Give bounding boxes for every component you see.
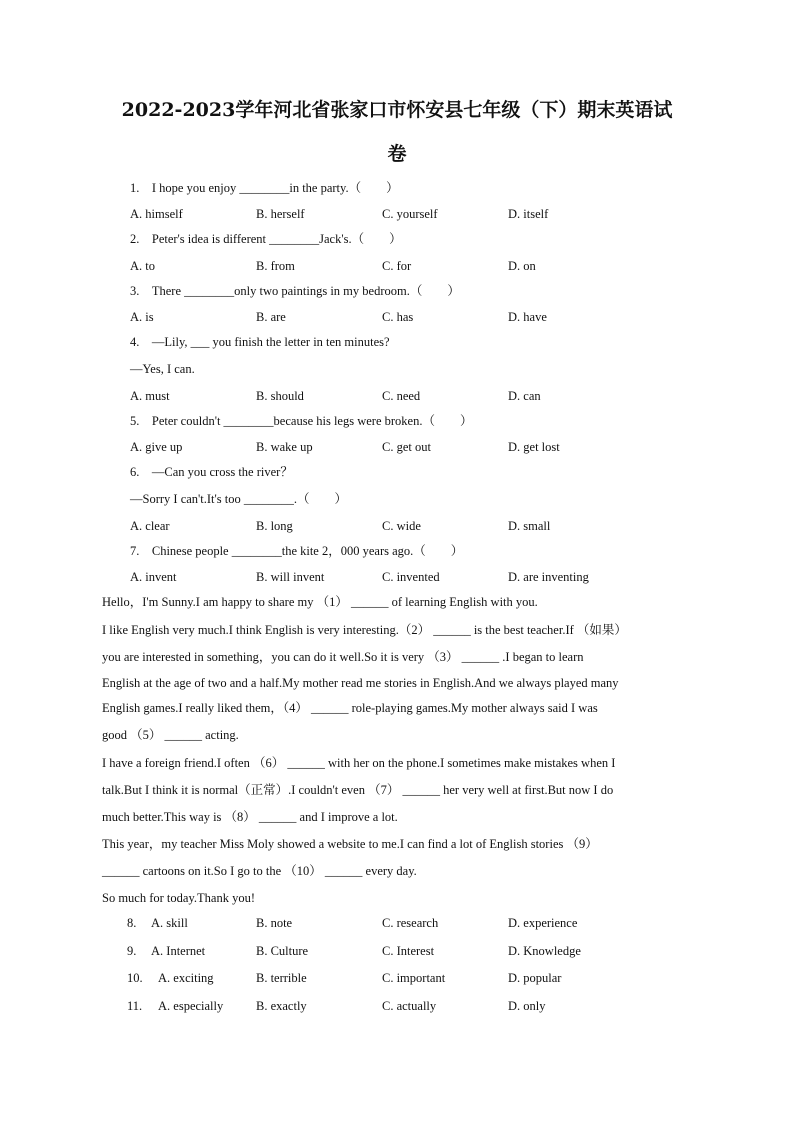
passage-line: So much for today.Thank you! bbox=[102, 891, 255, 905]
option-c: C. yourself bbox=[382, 207, 438, 221]
question-6-stem-reply: —Sorry I can't.It's too ________.（ ） bbox=[130, 492, 347, 506]
answer-number: 9. bbox=[127, 944, 137, 958]
option-b: B. long bbox=[256, 519, 293, 533]
question-5-stem: 5. Peter couldn't ________because his legs were broken.（ ） bbox=[130, 414, 473, 428]
option-a: A. to bbox=[130, 259, 155, 273]
passage-line: I like English very much.I think English is very interesting.（2） ______ is the best teacher.If （如果） bbox=[102, 623, 627, 637]
option-c: C. important bbox=[382, 971, 446, 985]
question-7-stem: 7. Chinese people ________the kite 2，000 years ago.（ ） bbox=[130, 544, 464, 558]
option-c: C. need bbox=[382, 389, 421, 403]
question-2-stem: 2. Peter's idea is different ________Jack's.（ ） bbox=[130, 232, 402, 246]
option-a: A. invent bbox=[130, 570, 177, 584]
option-a: A. must bbox=[130, 389, 170, 403]
passage-line: Hello，I'm Sunny.I am happy to share my （1） ______ of learning English with you. bbox=[102, 595, 538, 609]
question-6-stem: 6. —Can you cross the river？ bbox=[130, 465, 293, 479]
option-a: A. Internet bbox=[151, 944, 206, 958]
option-a: A. especially bbox=[158, 999, 224, 1013]
option-b: B. should bbox=[256, 389, 304, 403]
option-b: B. from bbox=[256, 259, 295, 273]
passage-line: talk.But I think it is normal（正常）.I couldn't even （7） ______ her very well at first.But now I do bbox=[102, 783, 614, 797]
passage-line: much better.This way is （8） ______ and I improve a lot. bbox=[102, 810, 398, 824]
option-d: D. on bbox=[508, 259, 536, 273]
option-d: D. are inventing bbox=[508, 570, 589, 584]
option-a: A. exciting bbox=[158, 971, 214, 985]
question-3-stem: 3. There ________only two paintings in my bedroom.（ ） bbox=[130, 284, 460, 298]
option-c: C. has bbox=[382, 310, 414, 324]
option-d: D. small bbox=[508, 519, 551, 533]
option-c: C. invented bbox=[382, 570, 440, 584]
answer-number: 8. bbox=[127, 916, 137, 930]
option-b: B. are bbox=[256, 310, 286, 324]
answer-number: 11. bbox=[127, 999, 143, 1013]
option-c: C. get out bbox=[382, 440, 431, 454]
option-a: A. clear bbox=[130, 519, 170, 533]
option-a: A. is bbox=[130, 310, 154, 324]
question-4-stem: 4. —Lily, ___ you finish the letter in ten minutes? bbox=[130, 335, 390, 349]
passage-line: you are interested in something，you can do it well.So it is very （3） ______ .I began to learn bbox=[102, 650, 584, 664]
option-a: A. skill bbox=[151, 916, 188, 930]
passage-line: English at the age of two and a half.My mother read me stories in English.And we always played many bbox=[102, 676, 619, 690]
option-b: B. terrible bbox=[256, 971, 307, 985]
passage-line: good （5） ______ acting. bbox=[102, 728, 239, 742]
option-b: B. note bbox=[256, 916, 293, 930]
option-a: A. himself bbox=[130, 207, 183, 221]
option-c: C. research bbox=[382, 916, 439, 930]
option-d: D. can bbox=[508, 389, 541, 403]
passage-line: English games.I really liked them，（4） ______ role-playing games.My mother always said I was bbox=[102, 701, 598, 715]
option-d: D. Knowledge bbox=[508, 944, 581, 958]
option-c: C. wide bbox=[382, 519, 421, 533]
option-d: D. itself bbox=[508, 207, 549, 221]
option-a: A. give up bbox=[130, 440, 183, 454]
passage-line: This year，my teacher Miss Moly showed a website to me.I can find a lot of English stories （9） bbox=[102, 837, 598, 851]
option-b: B. Culture bbox=[256, 944, 309, 958]
option-d: D. have bbox=[508, 310, 547, 324]
title-line-2: 卷 bbox=[387, 143, 407, 165]
option-d: D. popular bbox=[508, 971, 562, 985]
exam-title bbox=[60, 88, 734, 176]
option-b: B. wake up bbox=[256, 440, 313, 454]
option-b: B. exactly bbox=[256, 999, 307, 1013]
question-4-stem-reply: —Yes, I can. bbox=[130, 362, 195, 376]
option-c: C. for bbox=[382, 259, 412, 273]
option-d: D. only bbox=[508, 999, 546, 1013]
option-c: C. Interest bbox=[382, 944, 435, 958]
option-b: B. herself bbox=[256, 207, 305, 221]
answer-number: 10. bbox=[127, 971, 143, 985]
title-line-1: 2022-2023学年河北省张家口市怀安县七年级（下）期末英语试 bbox=[121, 99, 673, 121]
question-1-stem: 1. I hope you enjoy ________in the party.（ ） bbox=[130, 181, 399, 195]
option-c: C. actually bbox=[382, 999, 437, 1013]
passage-line: ______ cartoons on it.So I go to the （10） ______ every day. bbox=[102, 864, 417, 878]
option-d: D. get lost bbox=[508, 440, 560, 454]
passage-line: I have a foreign friend.I often （6） ______ with her on the phone.I sometimes make mistakes when I bbox=[102, 756, 616, 770]
option-b: B. will invent bbox=[256, 570, 325, 584]
option-d: D. experience bbox=[508, 916, 578, 930]
